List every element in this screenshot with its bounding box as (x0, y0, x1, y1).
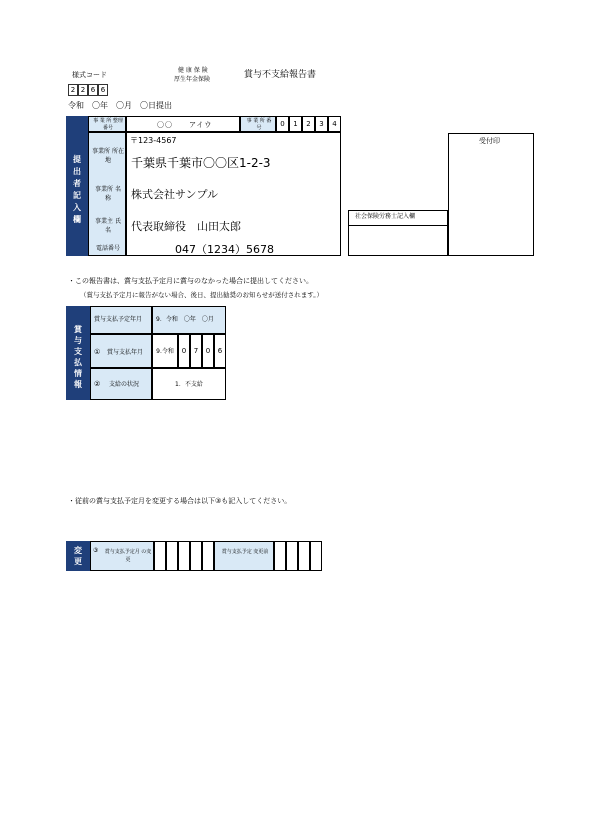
change-before-cell[interactable] (166, 541, 178, 571)
change-after-cell[interactable] (310, 541, 322, 571)
row1-number: ① (94, 348, 101, 356)
row2-label: 支給の状況 (109, 381, 140, 388)
submission-date: 令和 〇年 〇月 〇日提出 (68, 101, 172, 110)
row1-digit: 7 (190, 334, 202, 368)
form-code-label: 様式コード (72, 71, 107, 79)
form-code-digit: 6 (88, 84, 98, 96)
office-num-digit: 1 (289, 116, 302, 132)
company-name: 株式会社サンプル (131, 188, 219, 201)
row2-label-cell (90, 368, 152, 400)
change-after-label-cell (214, 541, 274, 571)
row1-digit: 6 (214, 334, 226, 368)
submitter-side-label: 提出者記入欄 (73, 155, 81, 224)
change-row (66, 541, 322, 571)
postal-code: 〒123-4567 (130, 136, 177, 145)
office-num-label-cell (240, 116, 276, 132)
office-num-digit: 3 (315, 116, 328, 132)
row2-value-cell[interactable] (152, 368, 226, 400)
office-id-value: 〇〇 アイウ (157, 121, 213, 129)
change-before-label: 賞与支払予定月 の変更 (104, 549, 152, 563)
insurance-line1: 健 康 保 険 (178, 67, 208, 74)
row2-number: ② (94, 380, 101, 388)
change-before-cell[interactable] (154, 541, 166, 571)
planned-value: 9．令和 〇年 〇月 (156, 316, 214, 323)
submitter-value-area[interactable] (126, 132, 341, 256)
change-before-label-cell (90, 541, 154, 571)
note-3: ・従前の賞与支払予定月を変更する場合は以下③も記入してください。 (68, 497, 292, 505)
row1-digit: 0 (178, 334, 190, 368)
form-code-digit: 2 (68, 84, 78, 96)
bonus-info-side-label: 賞与支払情報 (74, 325, 82, 389)
note-1: ・この報告書は、賞与支払予定月に賞与のなかった場合に提出してください。 (68, 277, 313, 285)
sharoushi-box[interactable] (348, 210, 448, 256)
change-after-cell[interactable] (274, 541, 286, 571)
change-side-label: 変更 (74, 546, 82, 566)
form-title: 賞与不支給報告書 (244, 70, 317, 80)
change-before-cell[interactable] (190, 541, 202, 571)
row2-value: 1．不支給 (175, 381, 203, 388)
row1-value-cells[interactable] (152, 334, 226, 368)
form-code-digit: 6 (98, 84, 108, 96)
office-id-label-cell (88, 116, 126, 132)
submitter-label-column (88, 132, 126, 256)
company-label: 事業所 名 称 (95, 186, 127, 202)
planned-label: 賞与支払予定年月 (94, 316, 143, 323)
address-label: 事業所 所在地 (92, 148, 124, 164)
change-before-cell[interactable] (178, 541, 190, 571)
owner-name: 代表取締役 山田太郎 (131, 220, 241, 233)
office-id-field[interactable] (126, 116, 240, 132)
insurance-line2: 厚生年金保険 (174, 76, 211, 83)
receipt-stamp-box (448, 133, 534, 256)
change-number: ③ (93, 547, 99, 554)
office-address: 千葉県千葉市〇〇区1-2-3 (131, 156, 271, 170)
planned-label-cell (90, 306, 152, 334)
office-num-digit: 4 (328, 116, 341, 132)
bonus-info-side-label-box (66, 306, 90, 400)
owner-label: 事業主 氏 名 (95, 218, 127, 234)
office-num-digit: 0 (276, 116, 289, 132)
office-num-label: 事 業 所 番 号 (246, 118, 272, 131)
row1-digit: 0 (202, 334, 214, 368)
change-after-cell[interactable] (286, 541, 298, 571)
form-code-digit: 2 (78, 84, 88, 96)
change-before-cell[interactable] (202, 541, 214, 571)
phone-number: 047（1234）5678 (175, 243, 274, 256)
planned-value-cell[interactable] (152, 306, 226, 334)
change-after-label: 賞与支払予定 変更前 (221, 549, 269, 555)
receipt-label: 受付印 (479, 137, 500, 145)
office-num-digit: 2 (302, 116, 315, 132)
row1-era: 9.令和 (152, 334, 178, 368)
office-id-label: 事 業 所 整理番号 (93, 118, 123, 131)
note-2: （賞与支払予定月に報告がない場合、後日、提出勧奨のお知らせが送付されます。） (80, 291, 324, 299)
sharoushi-label: 社会保険労務士記入欄 (355, 213, 416, 220)
phone-label: 電話番号 (95, 245, 120, 252)
change-after-cell[interactable] (298, 541, 310, 571)
row1-label: 賞与支払年月 (107, 349, 144, 356)
submitter-side-label-box (66, 116, 88, 256)
change-side-label-box (66, 541, 90, 571)
office-num-boxes[interactable] (276, 116, 341, 132)
row1-label-cell (90, 334, 152, 368)
form-code-boxes (68, 84, 108, 96)
